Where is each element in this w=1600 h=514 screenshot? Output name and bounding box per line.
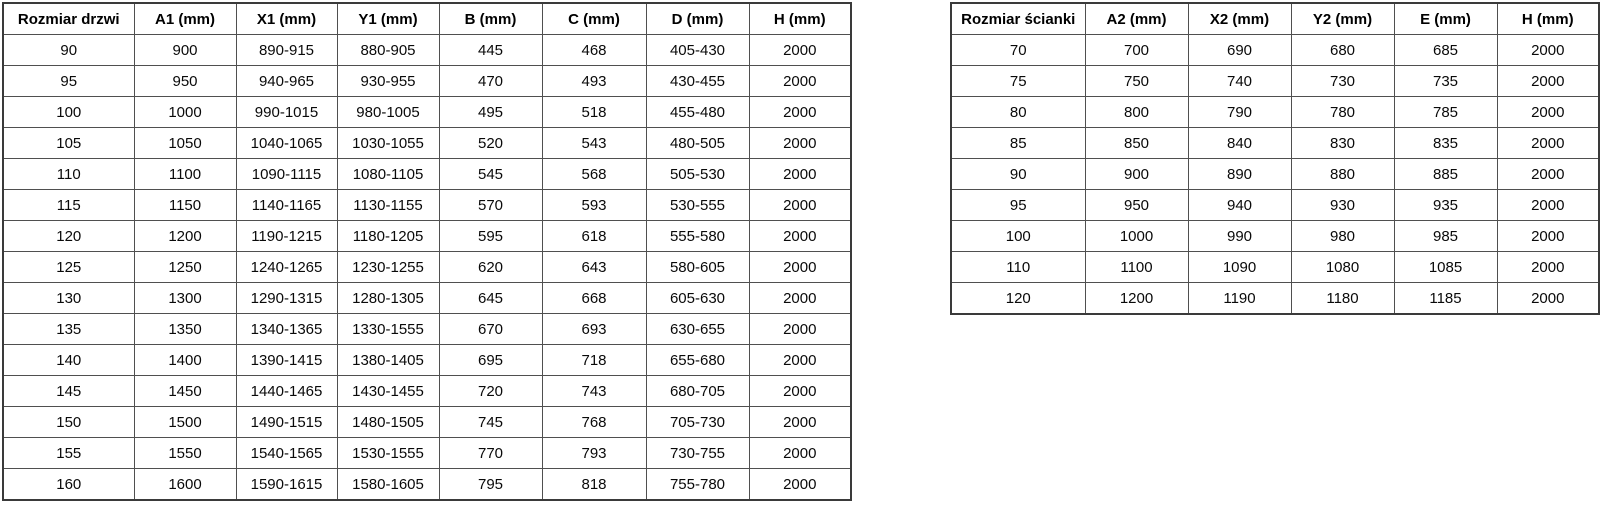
table-cell: 980 (1291, 221, 1394, 252)
table-cell: 2000 (749, 190, 851, 221)
column-header: H (mm) (1497, 3, 1599, 35)
table-row (3, 376, 851, 407)
table-cell: 680 (1291, 35, 1394, 66)
table-cell: 835 (1394, 128, 1497, 159)
table-cell: 1600 (134, 469, 236, 501)
table-cell: 2000 (1497, 221, 1599, 252)
table-cell: 1250 (134, 252, 236, 283)
table-cell: 2000 (1497, 252, 1599, 283)
table-row (3, 314, 851, 345)
table-cell: 1080 (1291, 252, 1394, 283)
table-cell: 730-755 (646, 438, 749, 469)
table-cell: 1300 (134, 283, 236, 314)
wall-size-table-container (950, 2, 1600, 315)
table-cell: 1090 (1188, 252, 1291, 283)
table-cell: 745 (439, 407, 542, 438)
table-cell: 80 (951, 97, 1085, 128)
table-cell: 850 (1085, 128, 1188, 159)
table-cell: 2000 (749, 314, 851, 345)
table-cell: 1480-1505 (337, 407, 439, 438)
table-cell: 1090-1115 (236, 159, 337, 190)
table-cell: 2000 (749, 97, 851, 128)
table-row (3, 345, 851, 376)
table-cell: 2000 (749, 469, 851, 501)
table-cell: 595 (439, 221, 542, 252)
table-cell: 880 (1291, 159, 1394, 190)
table-cell: 990 (1188, 221, 1291, 252)
table-cell: 150 (3, 407, 134, 438)
table-cell: 1085 (1394, 252, 1497, 283)
table-row (951, 221, 1599, 252)
table-cell: 2000 (1497, 159, 1599, 190)
wall-size-table (950, 2, 1600, 315)
table-cell: 470 (439, 66, 542, 97)
table-cell: 105 (3, 128, 134, 159)
table-cell: 2000 (749, 376, 851, 407)
table-cell: 700 (1085, 35, 1188, 66)
table-cell: 2000 (749, 345, 851, 376)
table-cell: 980-1005 (337, 97, 439, 128)
table-cell: 605-630 (646, 283, 749, 314)
table-cell: 1050 (134, 128, 236, 159)
table-cell: 570 (439, 190, 542, 221)
table-cell: 880-905 (337, 35, 439, 66)
table-cell: 120 (951, 283, 1085, 315)
table-row (3, 190, 851, 221)
table-cell: 1180 (1291, 283, 1394, 315)
table-cell: 495 (439, 97, 542, 128)
table-cell: 735 (1394, 66, 1497, 97)
table-cell: 130 (3, 283, 134, 314)
column-header: H (mm) (749, 3, 851, 35)
table-cell: 1490-1515 (236, 407, 337, 438)
table-cell: 695 (439, 345, 542, 376)
table-cell: 545 (439, 159, 542, 190)
column-header: Rozmiar ścianki (951, 3, 1085, 35)
table-cell: 1380-1405 (337, 345, 439, 376)
table-cell: 1080-1105 (337, 159, 439, 190)
table-cell: 1190 (1188, 283, 1291, 315)
column-header: B (mm) (439, 3, 542, 35)
table-cell: 95 (3, 66, 134, 97)
table-row (3, 35, 851, 66)
table-cell: 2000 (1497, 190, 1599, 221)
table-cell: 2000 (749, 407, 851, 438)
table-cell: 685 (1394, 35, 1497, 66)
table-cell: 1590-1615 (236, 469, 337, 501)
column-header: A2 (mm) (1085, 3, 1188, 35)
table-row (3, 221, 851, 252)
table-cell: 1180-1205 (337, 221, 439, 252)
table-cell: 718 (542, 345, 646, 376)
table-cell: 1000 (1085, 221, 1188, 252)
table-cell: 818 (542, 469, 646, 501)
table-cell: 1030-1055 (337, 128, 439, 159)
table-cell: 795 (439, 469, 542, 501)
table-cell: 1190-1215 (236, 221, 337, 252)
table-cell: 2000 (749, 159, 851, 190)
table-cell: 1040-1065 (236, 128, 337, 159)
header-row (951, 3, 1599, 35)
table-cell: 95 (951, 190, 1085, 221)
table-cell: 670 (439, 314, 542, 345)
table-cell: 780 (1291, 97, 1394, 128)
table-row (3, 407, 851, 438)
table-cell: 950 (1085, 190, 1188, 221)
table-cell: 430-455 (646, 66, 749, 97)
table-cell: 110 (951, 252, 1085, 283)
table-cell: 740 (1188, 66, 1291, 97)
table-row (951, 159, 1599, 190)
table-cell: 940-965 (236, 66, 337, 97)
column-header: E (mm) (1394, 3, 1497, 35)
table-cell: 1450 (134, 376, 236, 407)
table-cell: 2000 (749, 283, 851, 314)
table-cell: 630-655 (646, 314, 749, 345)
table-row (951, 190, 1599, 221)
table-row (951, 97, 1599, 128)
table-cell: 518 (542, 97, 646, 128)
table-cell: 930 (1291, 190, 1394, 221)
table-cell: 950 (134, 66, 236, 97)
table-cell: 520 (439, 128, 542, 159)
table-cell: 155 (3, 438, 134, 469)
table-row (951, 252, 1599, 283)
table-cell: 1000 (134, 97, 236, 128)
table-cell: 750 (1085, 66, 1188, 97)
table-cell: 940 (1188, 190, 1291, 221)
table-cell: 720 (439, 376, 542, 407)
table-row (3, 438, 851, 469)
column-header: A1 (mm) (134, 3, 236, 35)
table-row (951, 35, 1599, 66)
table-cell: 1400 (134, 345, 236, 376)
column-header: Rozmiar drzwi (3, 3, 134, 35)
column-header: X1 (mm) (236, 3, 337, 35)
table-cell: 405-430 (646, 35, 749, 66)
table-cell: 770 (439, 438, 542, 469)
table-cell: 70 (951, 35, 1085, 66)
column-header: Y2 (mm) (1291, 3, 1394, 35)
table-cell: 160 (3, 469, 134, 501)
table-cell: 2000 (1497, 97, 1599, 128)
table-cell: 2000 (1497, 66, 1599, 97)
table-cell: 90 (3, 35, 134, 66)
table-row (951, 283, 1599, 315)
table-cell: 890 (1188, 159, 1291, 190)
table-cell: 135 (3, 314, 134, 345)
table-row (3, 469, 851, 501)
table-cell: 2000 (749, 221, 851, 252)
table-cell: 730 (1291, 66, 1394, 97)
table-cell: 885 (1394, 159, 1497, 190)
table-cell: 645 (439, 283, 542, 314)
table-cell: 455-480 (646, 97, 749, 128)
table-cell: 493 (542, 66, 646, 97)
table-cell: 1330-1555 (337, 314, 439, 345)
table-cell: 935 (1394, 190, 1497, 221)
table-cell: 2000 (749, 128, 851, 159)
table-cell: 2000 (749, 66, 851, 97)
table-cell: 90 (951, 159, 1085, 190)
table-cell: 655-680 (646, 345, 749, 376)
table-cell: 115 (3, 190, 134, 221)
table-cell: 1230-1255 (337, 252, 439, 283)
column-header: X2 (mm) (1188, 3, 1291, 35)
table-cell: 830 (1291, 128, 1394, 159)
table-cell: 1500 (134, 407, 236, 438)
table-cell: 120 (3, 221, 134, 252)
table-cell: 593 (542, 190, 646, 221)
table-cell: 840 (1188, 128, 1291, 159)
table-row (3, 159, 851, 190)
table-cell: 790 (1188, 97, 1291, 128)
table-cell: 1150 (134, 190, 236, 221)
table-cell: 900 (134, 35, 236, 66)
table-cell: 2000 (1497, 128, 1599, 159)
table-cell: 1440-1465 (236, 376, 337, 407)
table-cell: 1580-1605 (337, 469, 439, 501)
table-cell: 1390-1415 (236, 345, 337, 376)
table-cell: 85 (951, 128, 1085, 159)
table-cell: 1200 (1085, 283, 1188, 315)
table-cell: 793 (542, 438, 646, 469)
table-cell: 1530-1555 (337, 438, 439, 469)
header-row (3, 3, 851, 35)
table-cell: 568 (542, 159, 646, 190)
table-cell: 1200 (134, 221, 236, 252)
table-cell: 693 (542, 314, 646, 345)
table-row (3, 97, 851, 128)
table-cell: 1430-1455 (337, 376, 439, 407)
door-size-table (2, 2, 852, 501)
table-cell: 1100 (134, 159, 236, 190)
table-row (3, 128, 851, 159)
table-cell: 1140-1165 (236, 190, 337, 221)
table-cell: 1340-1365 (236, 314, 337, 345)
table-cell: 445 (439, 35, 542, 66)
table-cell: 1185 (1394, 283, 1497, 315)
table-cell: 1100 (1085, 252, 1188, 283)
table-cell: 480-505 (646, 128, 749, 159)
table-cell: 125 (3, 252, 134, 283)
table-cell: 1130-1155 (337, 190, 439, 221)
table-row (951, 128, 1599, 159)
table-cell: 1290-1315 (236, 283, 337, 314)
table-row (951, 66, 1599, 97)
table-cell: 800 (1085, 97, 1188, 128)
table-cell: 705-730 (646, 407, 749, 438)
table-cell: 555-580 (646, 221, 749, 252)
column-header: Y1 (mm) (337, 3, 439, 35)
table-cell: 890-915 (236, 35, 337, 66)
table-cell: 618 (542, 221, 646, 252)
table-cell: 930-955 (337, 66, 439, 97)
table-cell: 1280-1305 (337, 283, 439, 314)
table-cell: 2000 (749, 35, 851, 66)
table-cell: 990-1015 (236, 97, 337, 128)
table-cell: 768 (542, 407, 646, 438)
table-cell: 2000 (1497, 283, 1599, 315)
column-header: D (mm) (646, 3, 749, 35)
table-cell: 468 (542, 35, 646, 66)
table-cell: 145 (3, 376, 134, 407)
table-cell: 755-780 (646, 469, 749, 501)
table-cell: 2000 (1497, 35, 1599, 66)
table-cell: 680-705 (646, 376, 749, 407)
table-cell: 505-530 (646, 159, 749, 190)
table-cell: 785 (1394, 97, 1497, 128)
table-cell: 620 (439, 252, 542, 283)
door-size-table-container (2, 2, 852, 501)
table-row (3, 66, 851, 97)
table-cell: 543 (542, 128, 646, 159)
table-cell: 530-555 (646, 190, 749, 221)
table-cell: 1540-1565 (236, 438, 337, 469)
table-cell: 1550 (134, 438, 236, 469)
table-cell: 140 (3, 345, 134, 376)
table-cell: 580-605 (646, 252, 749, 283)
table-cell: 2000 (749, 438, 851, 469)
table-cell: 1240-1265 (236, 252, 337, 283)
table-cell: 690 (1188, 35, 1291, 66)
table-cell: 100 (951, 221, 1085, 252)
table-cell: 668 (542, 283, 646, 314)
table-cell: 743 (542, 376, 646, 407)
table-cell: 1350 (134, 314, 236, 345)
table-row (3, 283, 851, 314)
table-cell: 985 (1394, 221, 1497, 252)
table-cell: 100 (3, 97, 134, 128)
table-cell: 643 (542, 252, 646, 283)
table-cell: 900 (1085, 159, 1188, 190)
table-cell: 2000 (749, 252, 851, 283)
table-row (3, 252, 851, 283)
column-header: C (mm) (542, 3, 646, 35)
table-cell: 75 (951, 66, 1085, 97)
table-cell: 110 (3, 159, 134, 190)
